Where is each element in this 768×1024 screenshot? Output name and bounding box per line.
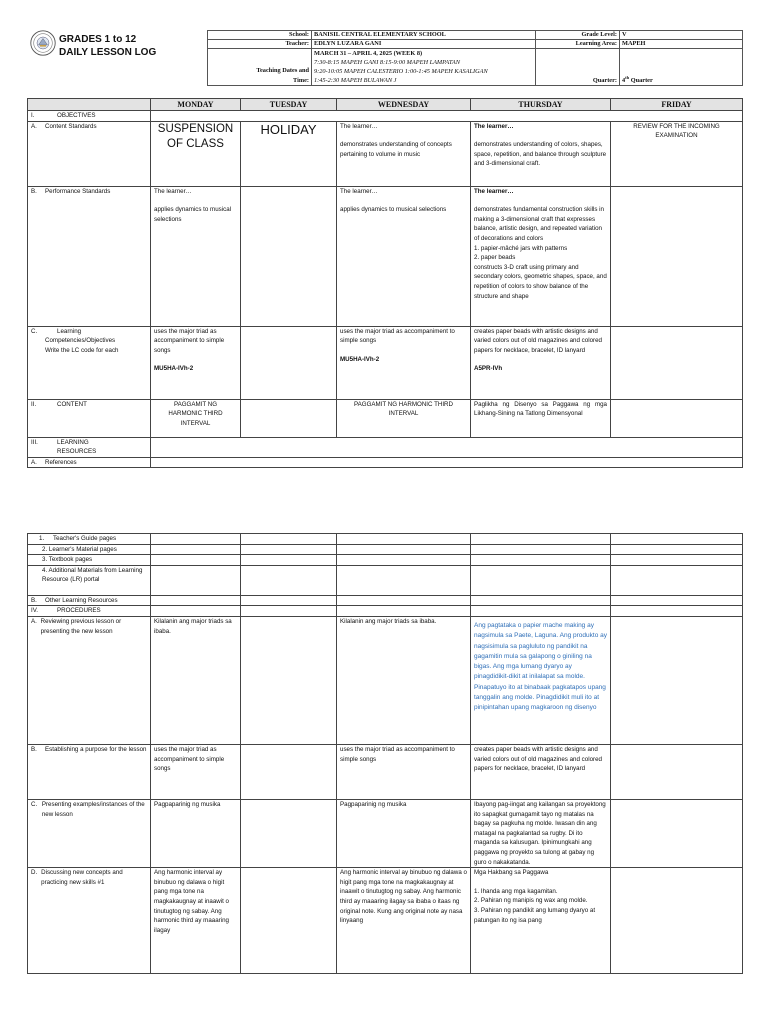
day-header-thursday: THURSDAY	[471, 99, 611, 111]
other-resources-friday	[611, 595, 743, 606]
lc-wed-code: MU5HA-IVh-2	[340, 355, 380, 363]
content-label	[28, 399, 151, 437]
lc-thu-text: creates paper beads with artistic designs and varied colors out of old magazines and colored papers for necklace, bracelet, ID lanyard	[474, 327, 602, 354]
other-resources-monday	[151, 595, 241, 606]
competencies-thursday	[471, 326, 611, 399]
other-resources-wednesday	[337, 595, 471, 606]
lm-pages-label: 2. Learner's Material pages	[28, 544, 151, 555]
content-standards-friday: REVIEW FOR THE INCOMING EXAMINATION	[611, 121, 743, 186]
ps-wed-text: applies dynamics to musical selections	[340, 206, 447, 214]
quarter-label: Quarter:	[536, 49, 620, 86]
purpose-thursday: creates paper beads with artistic designs and varied colors out of old magazines and colored papers for necklace, bracelet, ID lanyard	[471, 744, 611, 799]
reviewing-thursday: Ang pagtataka o papier mache making ay nagsimula sa Paete, Laguna. Ang produkto ay nagsisimula sa pagluluto ng pandikit na gagamitin mula sa galapong o giniling na bigas. Ang mga lumang dyaryo ay pinagdidikit-dikit at inilalapat sa molde. Pinapatuyo ito at binabaak pagkatapos upang tanggalin ang molde. Pinagdidikit muli ito at pinipintahan upang magkaroon ng disenyo	[471, 616, 611, 744]
document-title	[59, 33, 156, 59]
ps-thu-item-2: 2. paper beads	[474, 254, 516, 262]
day-header-wednesday: WEDNESDAY	[337, 99, 471, 111]
teacher-label: Teacher:	[208, 40, 312, 49]
textbook-pages-tuesday	[241, 555, 337, 566]
disc-thu-heading: Mga Hakbang sa Paggawa	[474, 869, 549, 877]
quarter-value	[620, 49, 743, 86]
content-standards-thursday	[471, 121, 611, 186]
competencies-label	[28, 326, 151, 399]
purpose-monday: uses the major triad as accompaniment to simple songs	[151, 744, 241, 799]
dates-line-4: 1:45-2:30 MAPEH BULAWAN J	[314, 77, 397, 84]
quarter-suffix: th	[625, 74, 630, 80]
lm-pages-friday	[611, 544, 743, 555]
references-span	[151, 457, 743, 468]
textbook-pages-wednesday	[337, 555, 471, 566]
tg-pages-wednesday	[337, 534, 471, 545]
lesson-log-table-top	[27, 98, 743, 468]
additional-materials-thursday	[471, 565, 611, 595]
ps-mon-text: applies dynamics to musical selections	[154, 206, 232, 223]
additional-materials-row	[28, 565, 743, 595]
presenting-thursday: Ibayong pag-iingat ang kailangan sa proyektong ito sapagkat gumagamit tayo ng matalas na bagay sa pagkuha ng molde. Iwasan din ang matagal na pagkalantad sa rugby. Di ito maganda sa kalusugan. Ipinimungkahi ang paggawa ng proyekto sa tulong at gabay ng guro o nakakatanda.	[471, 799, 611, 867]
reviewing-monday: Kilalanin ang major triads sa ibaba.	[151, 616, 241, 744]
presenting-num: C.	[31, 800, 38, 808]
teaching-dates-label	[208, 49, 312, 86]
lc-thu-code: A5PR-IVh	[474, 365, 503, 373]
lr-num: III.	[31, 438, 38, 446]
discussing-tuesday	[241, 868, 337, 974]
purpose-friday	[611, 744, 743, 799]
presenting-wednesday: Pagpaparinig ng musika	[337, 799, 471, 867]
content-standards-wednesday	[337, 121, 471, 186]
reviewing-row	[28, 616, 743, 744]
presenting-monday: Pagpaparinig ng musika	[151, 799, 241, 867]
content-friday	[611, 399, 743, 437]
other-text: Other Learning Resources	[45, 596, 118, 604]
content-monday: PAGGAMIT NG HARMONIC THIRD INTERVAL	[151, 399, 241, 437]
reviewing-label	[28, 616, 151, 744]
learning-area-value: MAPEH	[620, 40, 743, 49]
content-tuesday	[241, 399, 337, 437]
learning-resources-span	[151, 437, 743, 457]
disc-thu-step-3: 3. Pahiran ng pandikit ang lumang dyaryo at patungan ito ng isa pang	[474, 906, 596, 924]
header-info-table	[207, 30, 743, 86]
dates-line-2: 7:30-8:15 MAPEH GANI 8:15-9:00 MAPEH LAMPATAN	[314, 59, 460, 66]
cs-wed-text: demonstrates understanding of concepts pertaining to volume in music	[340, 141, 452, 158]
performance-standards-tuesday	[241, 186, 337, 326]
tg-pages-thursday	[471, 534, 611, 545]
discussing-friday	[611, 868, 743, 974]
disc-thu-step-2: 2. Pahiran ng manipis ng wax ang molde.	[474, 897, 588, 905]
tg-text: Teacher's Guide pages	[53, 535, 117, 542]
additional-materials-monday	[151, 565, 241, 595]
performance-standards-friday	[611, 186, 743, 326]
purpose-label	[28, 744, 151, 799]
presenting-tuesday	[241, 799, 337, 867]
textbook-pages-label: 3. Textbook pages	[28, 555, 151, 566]
additional-materials-tuesday	[241, 565, 337, 595]
lc-mon-code: MU5HA-IVh-2	[154, 365, 194, 373]
references-label	[28, 457, 151, 468]
school-value: BANISIL CENTRAL ELEMENTARY SCHOOL	[312, 31, 536, 40]
title-line-2: DAILY LESSON LOG	[59, 47, 157, 58]
competencies-monday	[151, 326, 241, 399]
content-row	[28, 399, 743, 437]
learning-area-label: Learning Area:	[536, 40, 620, 49]
day-header-monday: MONDAY	[151, 99, 241, 111]
references-num: A.	[31, 458, 37, 466]
lm-pages-wednesday	[337, 544, 471, 555]
cs-thu-text: demonstrates understanding of colors, shapes, space, repetition, and balance through sculpture and 3-dimensional craft.	[474, 141, 607, 168]
performance-standards-thursday	[471, 186, 611, 326]
reviewing-text: Reviewing previous lesson or presenting the new lesson	[40, 617, 122, 635]
competencies-friday	[611, 326, 743, 399]
procedures-text: PROCEDURES	[57, 607, 101, 615]
tg-pages-row	[28, 534, 743, 545]
objectives-label	[28, 111, 151, 122]
textbook-pages-row	[28, 555, 743, 566]
purpose-wednesday: uses the major triad as accompaniment to simple songs	[337, 744, 471, 799]
lc-mon-text: uses the major triad as accompaniment to simple songs	[154, 327, 225, 354]
presenting-label	[28, 799, 151, 867]
ps-num: B.	[31, 187, 37, 195]
objectives-span	[151, 111, 743, 122]
procedures-friday	[611, 606, 743, 617]
content-standards-text: Content Standards	[45, 122, 97, 130]
discussing-text: Discussing new concepts and practicing new skills #1	[41, 869, 123, 886]
deped-seal-logo	[30, 30, 56, 56]
learning-resources-row	[28, 437, 743, 457]
lc-wed-text: uses the major triad as accompaniment to simple songs	[340, 327, 455, 345]
quarter-word: Quarter	[629, 77, 653, 84]
lm-pages-row	[28, 544, 743, 555]
discussing-row	[28, 868, 743, 974]
other-resources-tuesday	[241, 595, 337, 606]
objectives-num: I.	[31, 112, 35, 119]
textbook-pages-friday	[611, 555, 743, 566]
content-standards-tuesday: HOLIDAY	[241, 121, 337, 186]
ps-mon-lead: The learner…	[154, 187, 192, 195]
lr-text-1: LEARNING	[57, 438, 89, 446]
lc-text-3: Write the LC code for each	[45, 346, 119, 354]
discussing-monday: Ang harmonic interval ay binubuo ng dalawa o higit pang mga tone na magkakaugnay at inaawit o tinutugtog ng sabay. Ang harmonic third ay maaaring ilagay	[151, 868, 241, 974]
teaching-dates-label-2: Time:	[293, 76, 309, 84]
lm-pages-tuesday	[241, 544, 337, 555]
performance-standards-label	[28, 186, 151, 326]
grade-level-value: V	[620, 31, 743, 40]
textbook-pages-thursday	[471, 555, 611, 566]
procedures-wednesday	[337, 606, 471, 617]
lc-text-1: Learning	[57, 327, 82, 335]
content-standards-row	[28, 121, 743, 186]
dates-line-3: 9:20-10:05 MAPEH CALESTERIO 1:00-1:45 MAPEH KASALIGAN	[314, 68, 488, 75]
content-standards-monday: SUSPENSION OF CLASS	[151, 121, 241, 186]
reviewing-wednesday: Kilalanin ang major triads sa ibaba.	[337, 616, 471, 744]
other-resources-thursday	[471, 595, 611, 606]
lm-pages-thursday	[471, 544, 611, 555]
ps-wed-lead: The learner…	[340, 187, 378, 195]
purpose-row	[28, 744, 743, 799]
purpose-text: Establishing a purpose for the lesson	[45, 745, 147, 753]
grade-level-label: Grade Level:	[536, 31, 620, 40]
other-num: B.	[31, 596, 37, 604]
competencies-row	[28, 326, 743, 399]
school-label: School:	[208, 31, 312, 40]
reviewing-tuesday	[241, 616, 337, 744]
tg-pages-tuesday	[241, 534, 337, 545]
lr-text-2: RESOURCES	[57, 448, 97, 456]
dates-line-1: MARCH 31 – APRIL 4, 2025 (WEEK 8)	[314, 50, 423, 57]
tg-pages-monday	[151, 534, 241, 545]
references-row	[28, 457, 743, 468]
teaching-dates-value	[312, 49, 536, 86]
presenting-row	[28, 799, 743, 867]
content-standards-label	[28, 121, 151, 186]
corner-cell	[28, 99, 151, 111]
tg-pages-friday	[611, 534, 743, 545]
presenting-friday	[611, 799, 743, 867]
purpose-tuesday	[241, 744, 337, 799]
learning-resources-label	[28, 437, 151, 457]
additional-materials-label: 4. Additional Materials from Learning Resource (LR) portal	[28, 565, 151, 595]
teaching-dates-label-1: Teaching Dates and	[256, 67, 309, 74]
discussing-wednesday: Ang harmonic interval ay binubuo ng dalawa o higit pang mga tone na magkakaugnay at inaawit o tinutugtog ng sabay. Ang harmonic third ay maaaring ilagay sa ibaba o itaas ng original note. Kung ang original note ay nasa linyaang	[337, 868, 471, 974]
ps-thu-item-1: 1. papier-mâché jars with patterns	[474, 244, 568, 252]
competencies-wednesday	[337, 326, 471, 399]
procedures-tuesday	[241, 606, 337, 617]
cs-wed-lead: The learner…	[340, 122, 378, 130]
day-header-friday: FRIDAY	[611, 99, 743, 111]
reviewing-friday	[611, 616, 743, 744]
textbook-pages-monday	[151, 555, 241, 566]
ps-text: Performance Standards	[45, 187, 111, 195]
reviewing-num: A.	[31, 617, 37, 625]
content-num: II.	[31, 400, 37, 408]
discussing-thursday	[471, 868, 611, 974]
day-header-row	[28, 99, 743, 111]
purpose-num: B.	[31, 745, 37, 753]
presenting-text: Presenting examples/instances of the new lesson	[41, 800, 145, 818]
ps-thu-text-2: of decorations and colors	[474, 234, 544, 242]
additional-materials-friday	[611, 565, 743, 595]
procedures-num: IV.	[31, 607, 38, 615]
content-standards-num: A.	[31, 122, 37, 130]
lc-text-2: Competencies/Objectives	[45, 337, 116, 345]
tg-pages-label	[28, 534, 151, 545]
ps-thu-lead: The learner…	[474, 187, 514, 195]
quarter-number: 4	[622, 77, 626, 84]
performance-standards-wednesday	[337, 186, 471, 326]
performance-standards-monday	[151, 186, 241, 326]
performance-standards-row	[28, 186, 743, 326]
lm-pages-monday	[151, 544, 241, 555]
ps-thu-text: demonstrates fundamental construction skills in making a 3-dimensional craft that expresses balance, artistic design, and repeated variation	[474, 206, 605, 233]
content-thursday: Paglikha ng Disenyo sa Paggawa ng mga Likhang-Sining na Tatlong Dimensyonal	[471, 399, 611, 437]
procedures-monday	[151, 606, 241, 617]
competencies-tuesday	[241, 326, 337, 399]
procedures-row	[28, 606, 743, 617]
references-text: References	[45, 458, 77, 466]
other-resources-row	[28, 595, 743, 606]
tg-num: 1.	[39, 535, 45, 542]
content-text: CONTENT	[57, 400, 87, 408]
lc-num: C.	[31, 327, 38, 335]
objectives-row	[28, 111, 743, 122]
discussing-label	[28, 868, 151, 974]
content-wednesday: PAGGAMIT NG HARMONIC THIRD INTERVAL	[337, 399, 471, 437]
disc-thu-step-1: 1. Ihanda ang mga kagamitan.	[474, 887, 558, 895]
title-line-1: GRADES 1 to 12	[59, 34, 137, 45]
ps-thu-text-3: constructs 3-D craft using primary and secondary colors, geometric shapes, space, and repetition of colors to show balance of the structure and shape	[474, 263, 607, 300]
teacher-value: EDLYN LUZARA GANI	[312, 40, 536, 49]
other-resources-label	[28, 595, 151, 606]
additional-materials-wednesday	[337, 565, 471, 595]
cs-thu-lead: The learner…	[474, 122, 514, 130]
lesson-log-table-bottom	[27, 533, 743, 974]
procedures-label	[28, 606, 151, 617]
day-header-tuesday: TUESDAY	[241, 99, 337, 111]
procedures-thursday	[471, 606, 611, 617]
discussing-num: D.	[31, 869, 38, 877]
objectives-text: OBJECTIVES	[57, 112, 96, 119]
